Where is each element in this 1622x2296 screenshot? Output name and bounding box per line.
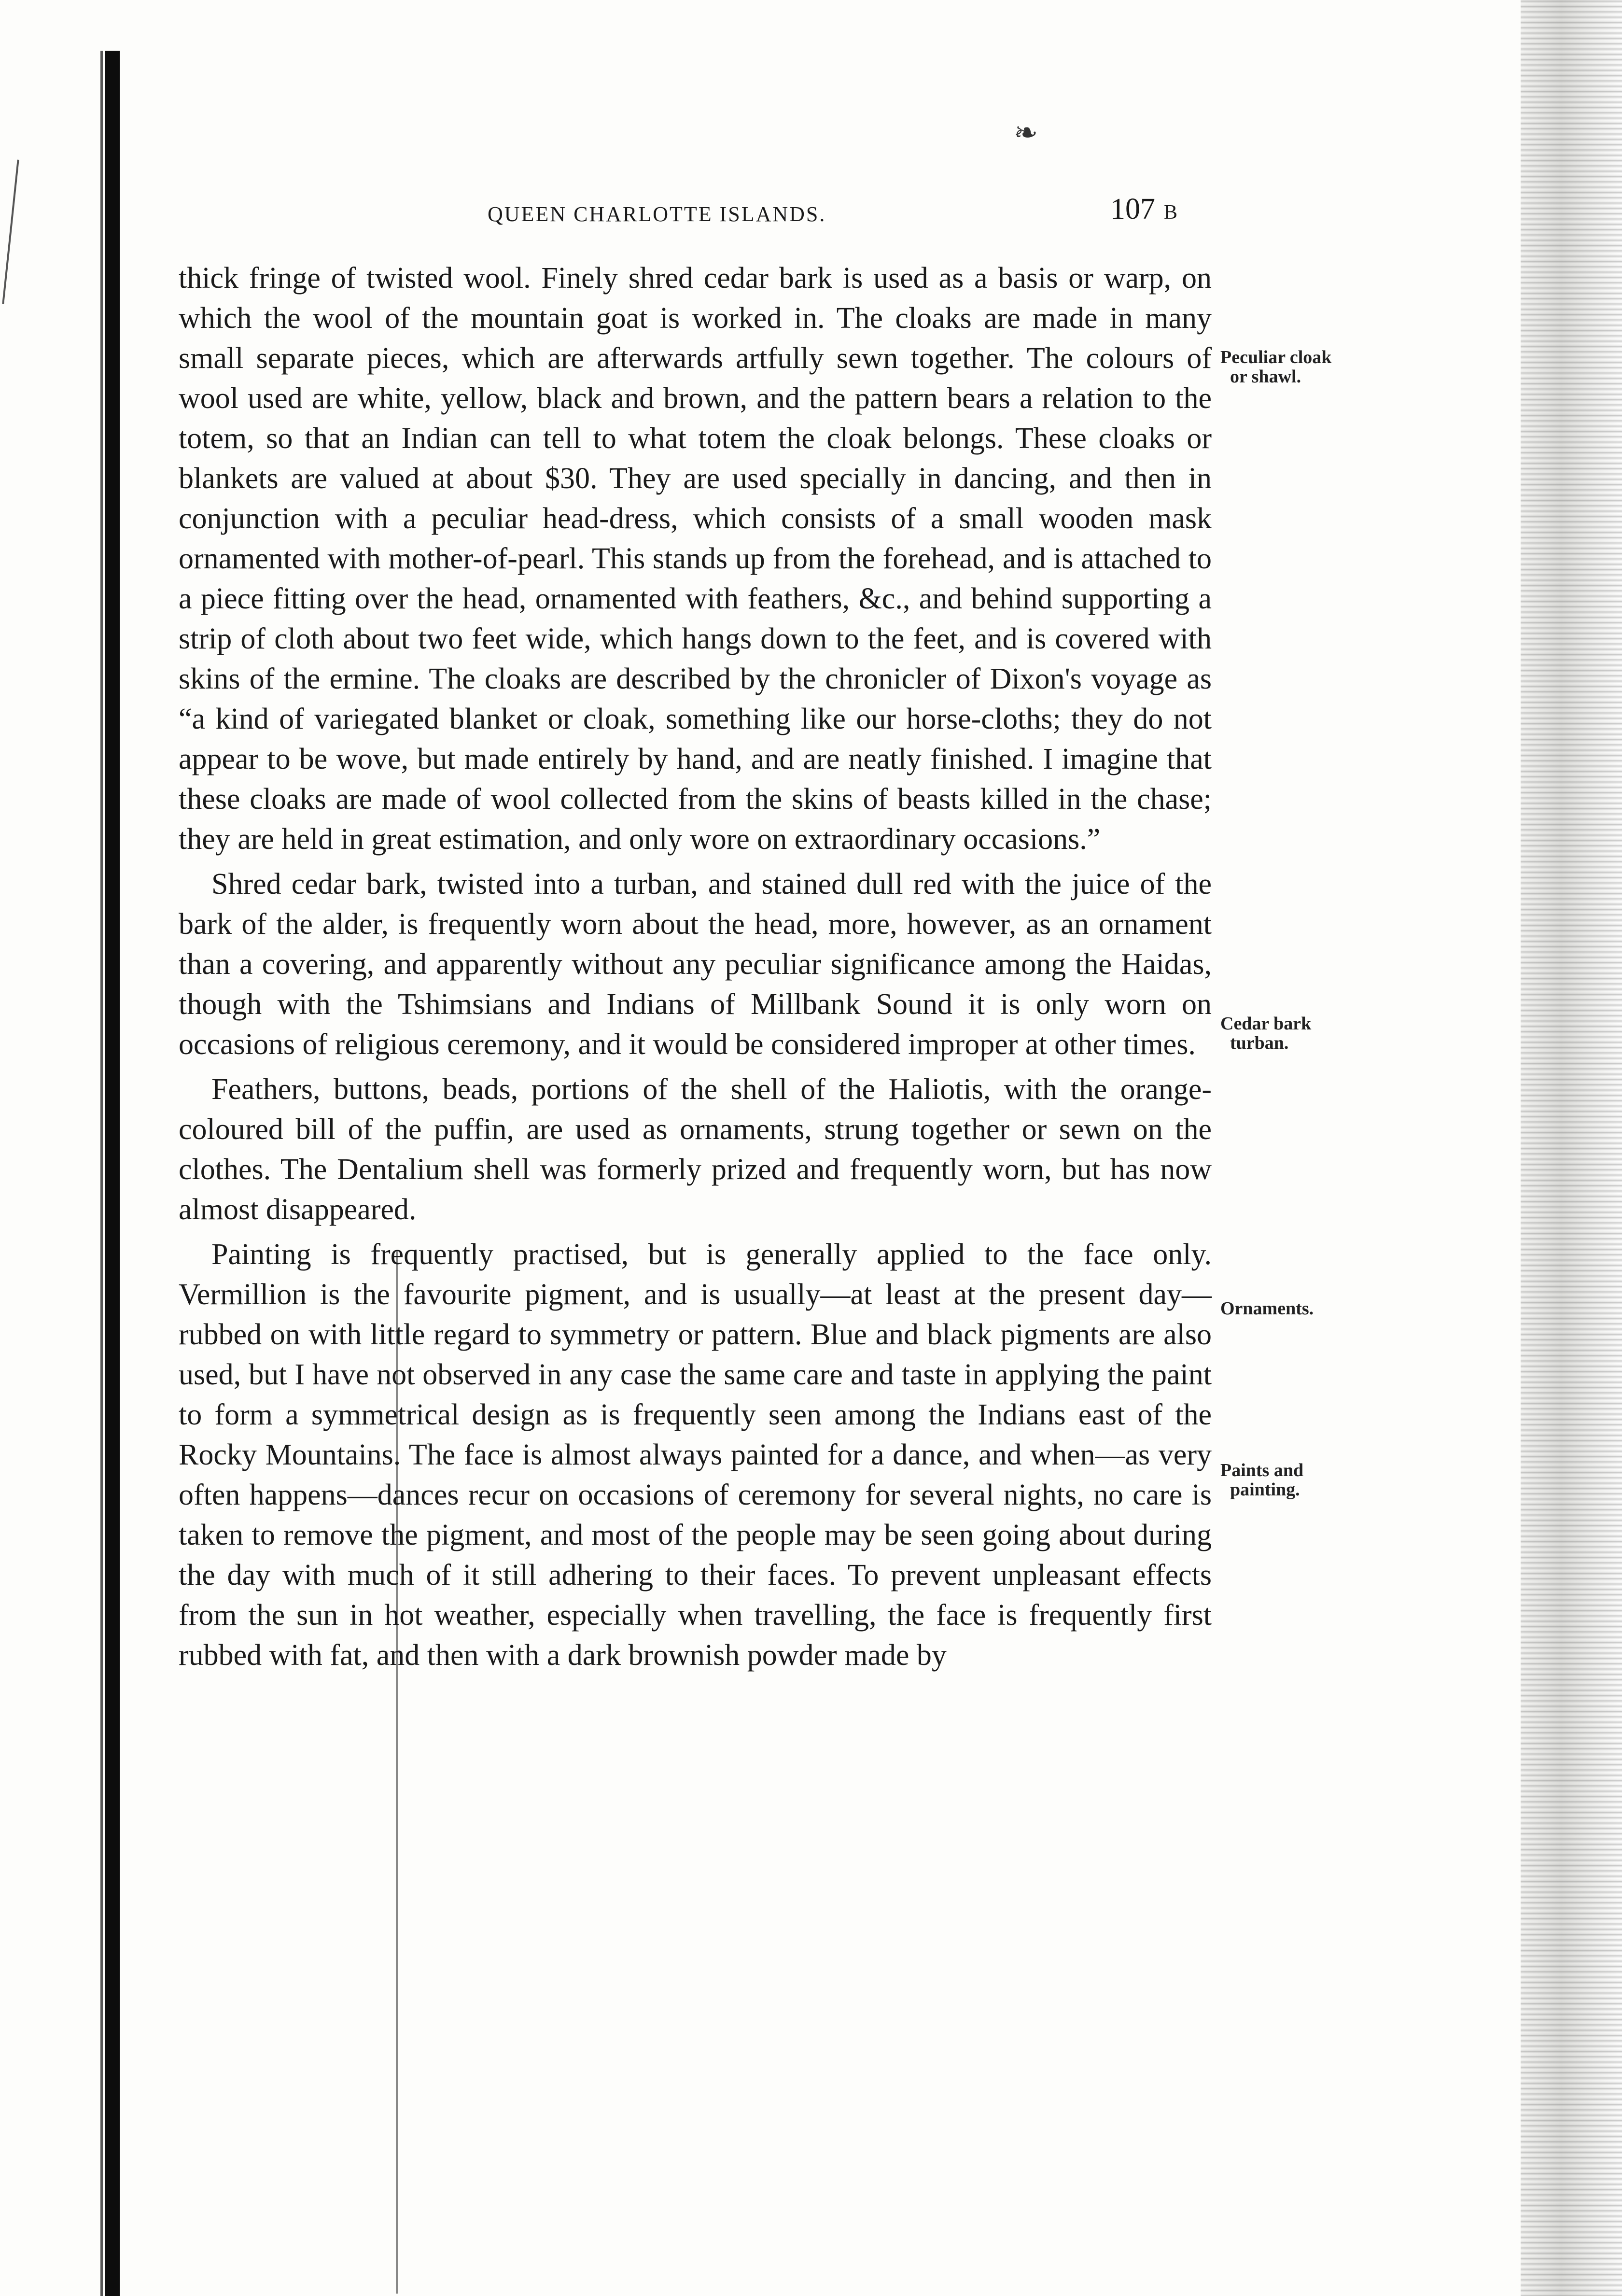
running-header: QUEEN CHARLOTTE ISLANDS.	[488, 202, 826, 226]
scan-artifact-mark	[2, 160, 19, 304]
margin-note-line: or shawl.	[1230, 366, 1301, 387]
margin-note-line: Cedar bark	[1220, 1014, 1312, 1034]
paragraph-cedar-bark-turban: Shred cedar bark, twisted into a turban, and stained dull red with the juice of the bark of the alder, is frequently worn about the head, more, however, as an ornament than a covering, and apparently without any peculiar significance among the Haidas, though with the Tshimsians and Indians of Millbank Sound it is only worn on occasions of religious ceremony, and it would be considered improper at other times.	[179, 868, 1212, 1061]
body-text	[179, 258, 1212, 1680]
margin-note-painting	[1220, 1461, 1394, 1499]
page-number-suffix: B	[1164, 201, 1179, 224]
margin-note-line: painting.	[1230, 1479, 1300, 1500]
margin-note-line: Ornaments.	[1220, 1298, 1314, 1319]
page-number-value: 107	[1110, 193, 1155, 225]
margin-note-ornaments	[1220, 1299, 1394, 1318]
page-number	[1110, 192, 1178, 226]
paragraph-cloaks: thick fringe of twisted wool. Finely shred cedar bark is used as a basis or warp, on which the wool of the mountain goat is worked in. The cloaks are made in many small separate pieces, which are afterwards artfully sewn together. The colours of wool used are white, yellow, black and brown, and the pattern bears a relation to the totem, so that an Indian can tell to what totem the cloak belongs. These cloaks or blankets are valued at about $30. They are used specially in dancing, and then in conjunction with a peculiar head-dress, which consists of a small wooden mask ornamented with mother-of-pearl. This stands up from the forehead, and is attached to a piece fitting over the head, ornamented with feathers, &c., and behind supporting a strip of cloth about two feet wide, which hangs down to the feet, and is covered with skins of the ermine. The cloaks are described by the chronicler of Dixon's voyage as “a kind of variegated blanket or cloak, something like our horse-cloths; they do not appear to be wove, but made entirely by hand, and are neatly finished. I imagine that these cloaks are made of wool collected from the skins of beasts killed in the chase; they are held in great estimation, and only wore on extraordinary occasions.”	[179, 262, 1212, 856]
printer-ornament-icon: ❧	[1014, 117, 1038, 149]
margin-note-line: turban.	[1230, 1033, 1289, 1053]
binding-edge-line	[100, 51, 103, 2296]
margin-note-cloak	[1220, 348, 1394, 386]
scan-edge-noise	[1521, 0, 1622, 2296]
paragraph-painting: Painting is frequently practised, but is generally applied to the face only. Vermillion is the favourite pigment, and is usually—at least at the present day—rubbed on with little regard to symmetry or pattern. Blue and black pigments are also used, but I have not observed in any case the same care and taste in applying the paint to form a symmetrical design as is frequently seen among the Indians east of the Rocky Mountains. The face is almost always painted for a dance, and when—as very often happens—dances recur on occasions of ceremony for several nights, no care is taken to remove the pigment, and most of the people may be seen going about during the day with much of it still adhering to their faces. To prevent unpleasant effects from the sun in hot weather, especially when travelling, the face is frequently first rubbed with fat, and then with a dark brownish powder made by	[179, 1238, 1212, 1672]
margin-note-line: Paints and	[1220, 1460, 1304, 1480]
binding-shadow-bar	[105, 51, 120, 2296]
margin-note-line: Peculiar cloak	[1220, 347, 1332, 367]
paragraph-ornaments: Feathers, buttons, beads, portions of the shell of the Haliotis, with the orange-coloured bill of the puffin, are used as ornaments, strung together or sewn on the clothes. The Dentalium shell was formerly prized and frequently worn, but has now almost disappeared.	[179, 1073, 1212, 1226]
margin-note-turban	[1220, 1014, 1394, 1053]
